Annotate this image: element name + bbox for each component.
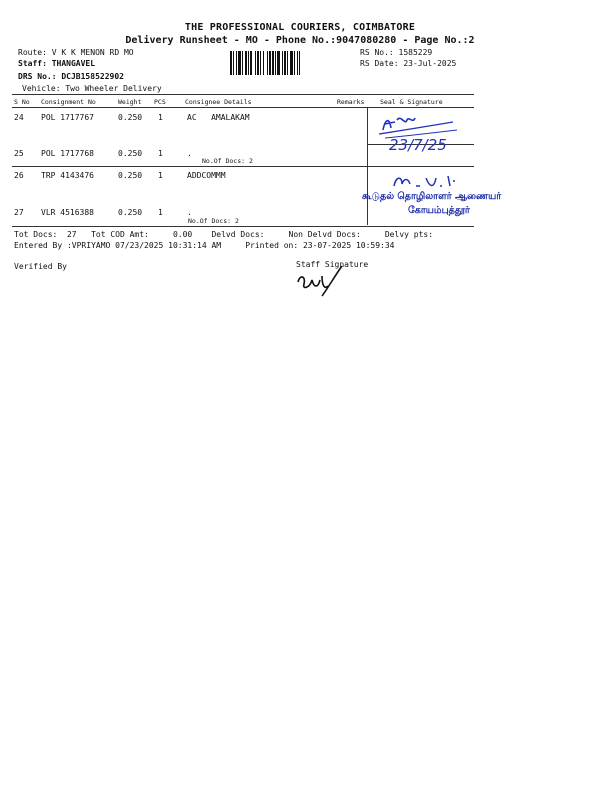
row-weight: 0.250: [118, 208, 143, 217]
row-weight: 0.250: [118, 171, 143, 180]
handwritten-date-signature: [375, 108, 465, 156]
official-stamp-line1: கூடுதல் தொழிலாளர் ஆணையர்: [362, 191, 502, 202]
barcode: [230, 51, 354, 75]
row-consignment: VLR 4516388: [41, 208, 94, 217]
row-pcs: 1: [158, 149, 163, 158]
rs-number: RS No.: 1585229: [360, 48, 433, 57]
row-weight: 0.250: [118, 113, 143, 122]
row-consignment: TRP 4143476: [41, 171, 94, 180]
company-title: THE PROFESSIONAL COURIERS, COIMBATORE: [184, 22, 416, 33]
official-stamp-line2: கோயம்புத்தூர்: [408, 205, 470, 216]
barcode-bar: [300, 51, 302, 75]
verified-by-label: Verified By: [14, 262, 67, 271]
row-consignment: POL 1717767: [41, 113, 94, 122]
row-weight: 0.250: [118, 149, 143, 158]
vehicle-label: Vehicle: Two Wheeler Delivery: [22, 84, 162, 93]
entered-by-line: Entered By :VPRIYAMO 07/23/2025 10:31:14 AM Printed on: 23-07-2025 10:59:34: [14, 241, 395, 250]
rs-date: RS Date: 23-Jul-2025: [360, 59, 457, 68]
row-consignee: .: [187, 149, 192, 158]
row-docs: No.Of Docs: 2: [202, 157, 253, 165]
table-top-rule: [12, 94, 474, 95]
handwritten-initials: [390, 170, 460, 192]
row-rule: [12, 166, 474, 167]
staff-label: Staff: THANGAVEL: [18, 59, 96, 68]
table-bottom-rule: [12, 226, 474, 227]
row-consignee: ADDCOMMM: [187, 171, 226, 180]
staff-signature-label: Staff Signature: [296, 260, 369, 269]
route-label: Route: V K K MENON RD MO: [18, 48, 134, 57]
col-consignment: Consignment No: [41, 98, 96, 106]
col-consignee: Consignee Details: [185, 98, 252, 106]
row-consignee: .: [187, 208, 192, 217]
staff-signature-scribble: [292, 262, 352, 298]
drs-number: DRS No.: DCJB158522902: [18, 72, 124, 81]
row-consignee: AC AMALAKAM: [187, 113, 250, 122]
row-pcs: 1: [158, 171, 163, 180]
row-sno: 26: [14, 171, 24, 180]
row-pcs: 1: [158, 113, 163, 122]
col-seal: Seal & Signature: [380, 98, 443, 106]
totals-line: Tot Docs: 27 Tot COD Amt: 0.00 Delvd Docs: Non Delvd Docs: Delvy pts:: [14, 230, 434, 239]
col-weight: Weight: [118, 98, 142, 106]
row-pcs: 1: [158, 208, 163, 217]
row-sno: 25: [14, 149, 24, 158]
col-sno: S No: [14, 98, 30, 106]
row-consignment: POL 1717768: [41, 149, 94, 158]
svg-text:23/7/25: 23/7/25: [389, 136, 447, 154]
col-pcs: PCS: [154, 98, 166, 106]
runsheet-subtitle: Delivery Runsheet - MO - Phone No.:9047080280 - Page No.:2: [125, 35, 475, 46]
row-sno: 24: [14, 113, 24, 122]
row-docs: No.Of Docs: 2: [188, 217, 239, 225]
col-remarks: Remarks: [337, 98, 365, 106]
row-sno: 27: [14, 208, 24, 217]
